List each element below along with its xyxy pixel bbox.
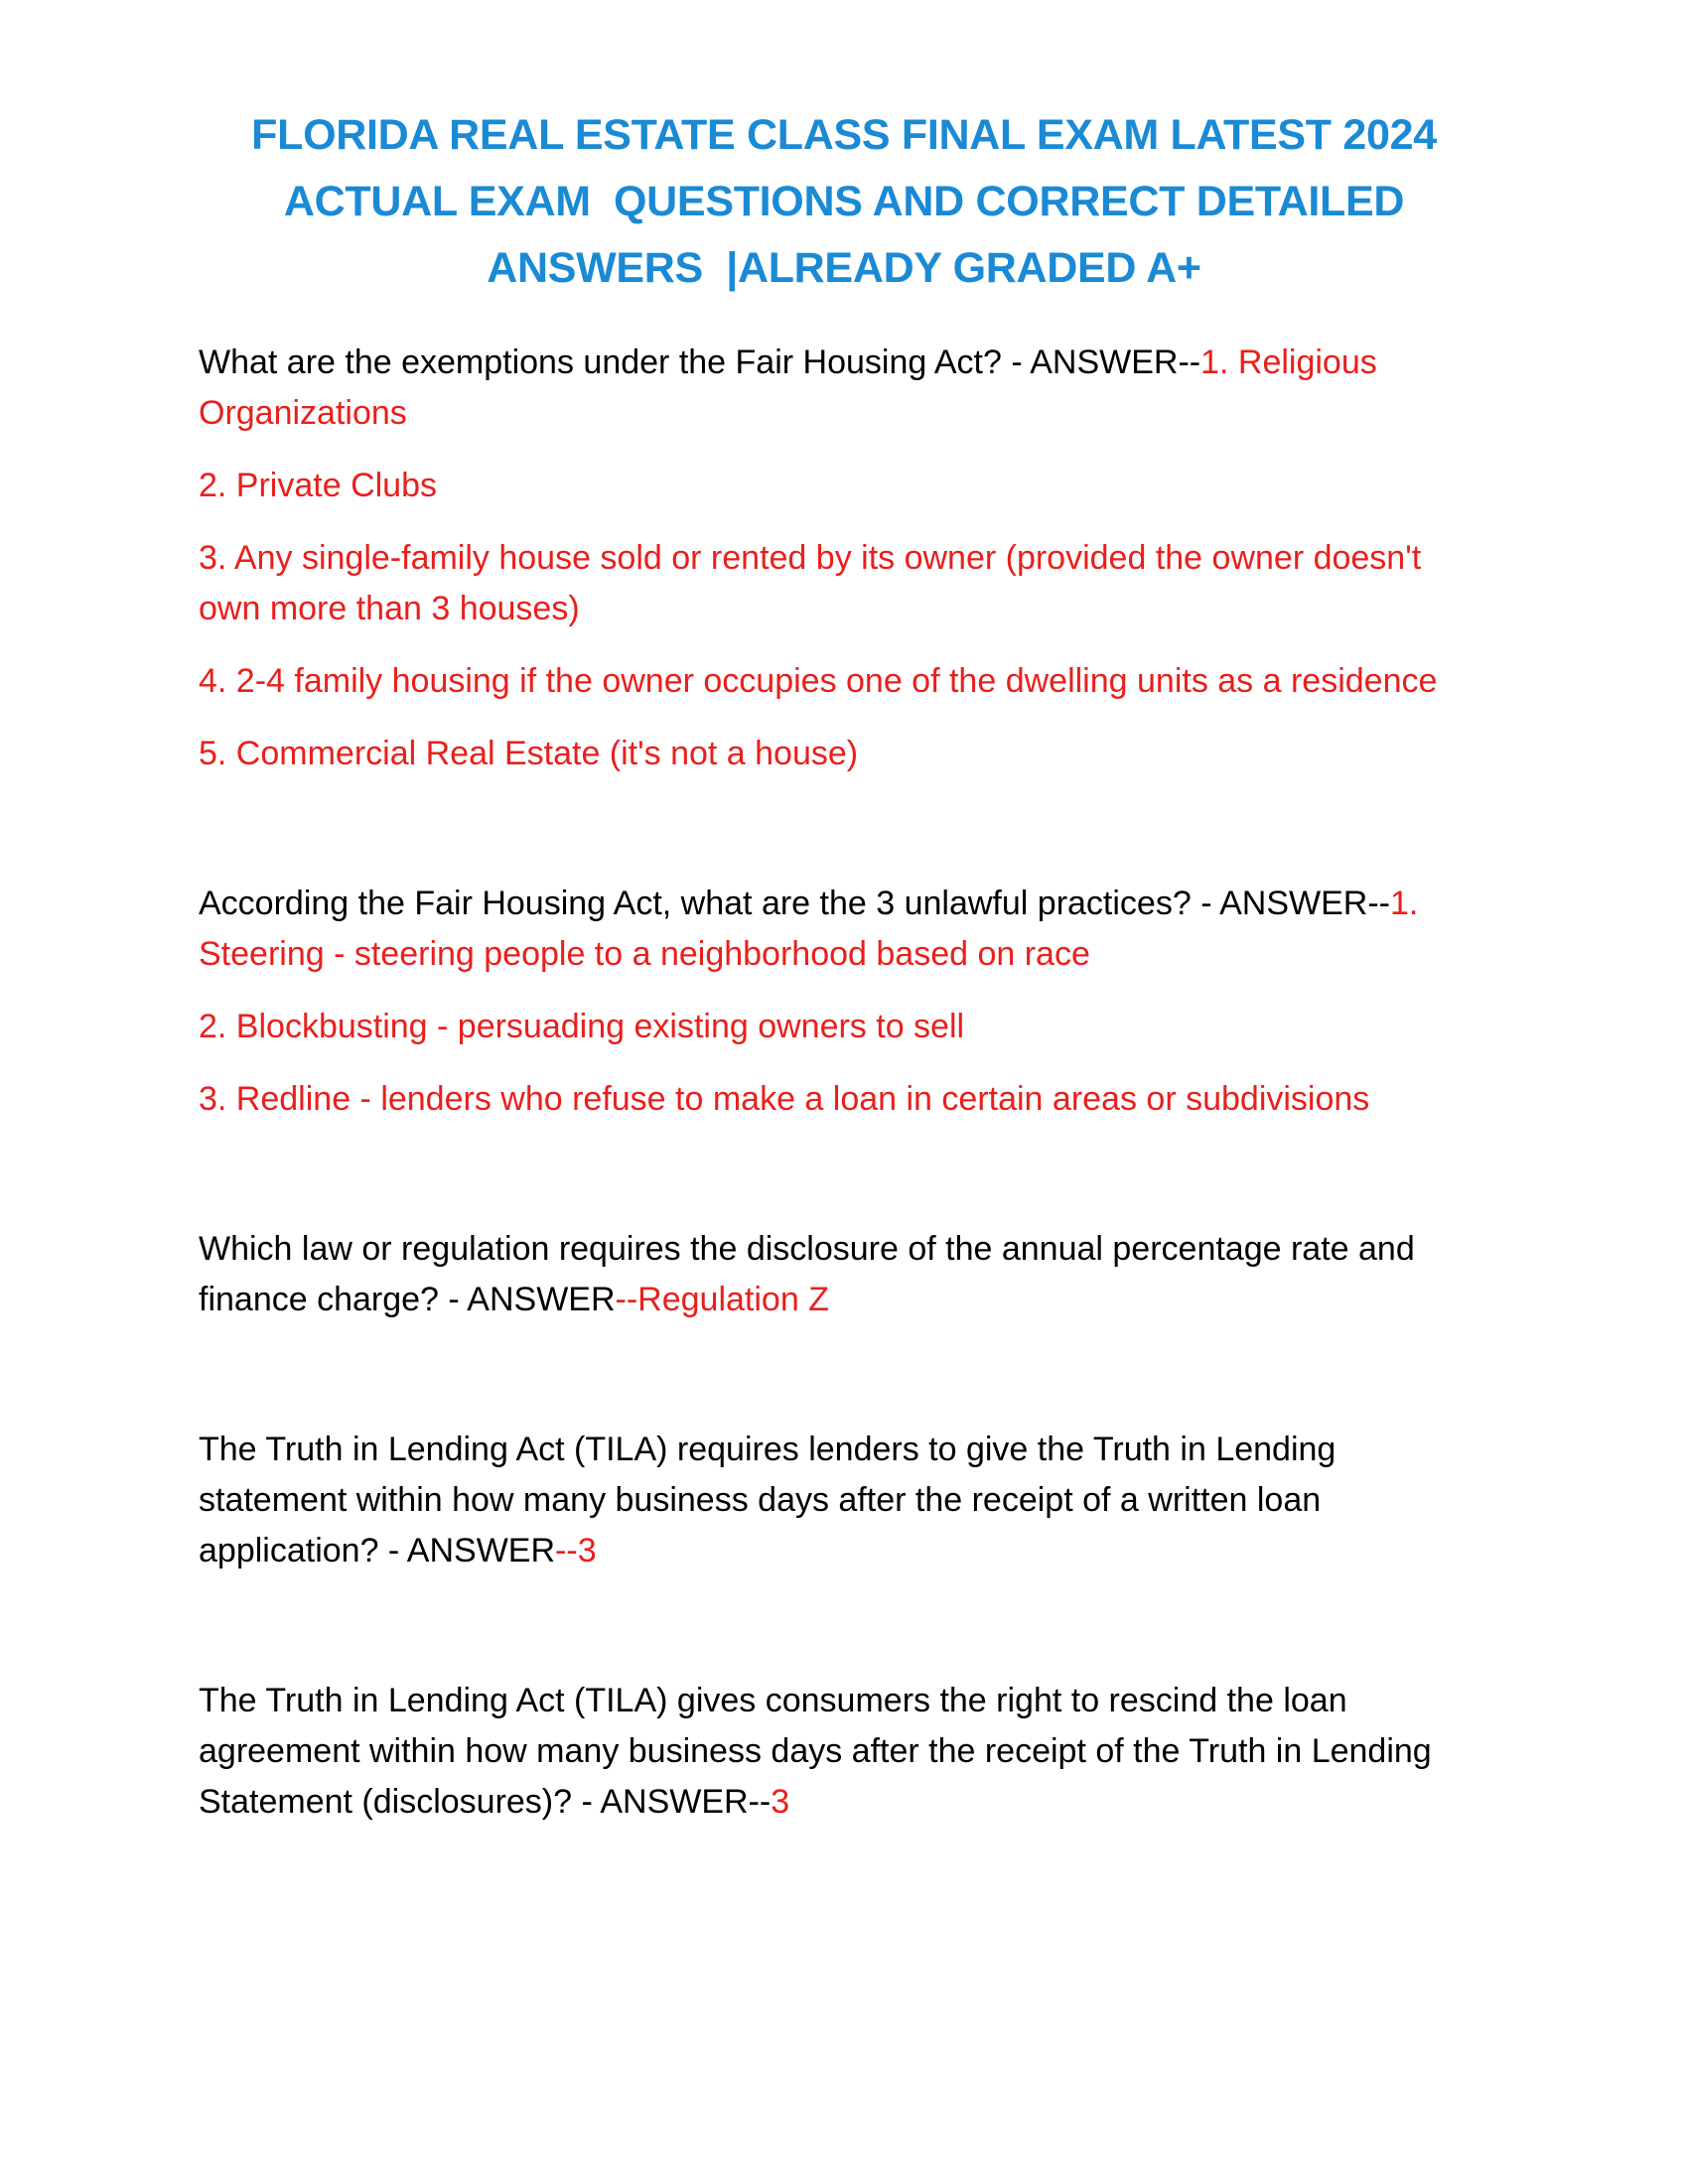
answer-text: 2. Blockbusting - persuading existing owners to sell [199,1008,965,1045]
qa-item [199,338,1489,779]
answer-text: --Regulation Z [615,1281,829,1318]
qa-item [199,1224,1489,1325]
question-text: What are the exemptions under the Fair Housing Act? - ANSWER-- [199,343,1201,381]
question-paragraph [199,1676,1489,1828]
qa-item [199,879,1489,1125]
question-text: The Truth in Lending Act (TILA) requires lenders to give the Truth in Lending statement within how many business days after the receipt of a written loan application? - ANSWER [199,1431,1336,1570]
section-spacer [199,1598,1489,1676]
title-line-2: ACTUAL EXAM QUESTIONS AND CORRECT DETAILED [283,178,1405,225]
qa-item [199,1425,1489,1576]
section-spacer [199,1347,1489,1425]
title-line-1: FLORIDA REAL ESTATE CLASS FINAL EXAM LATEST 2024 [251,111,1437,159]
question-text: According the Fair Housing Act, what are the 3 unlawful practices? - ANSWER-- [199,885,1390,922]
question-paragraph [199,338,1489,439]
answer-text: 3. Redline - lenders who refuse to make a loan in certain areas or subdivisions [199,1080,1370,1118]
answer-text: 4. 2-4 family housing if the owner occupies one of the dwelling units as a residence [199,662,1438,700]
question-paragraph [199,1425,1489,1576]
answer-text: 3 [771,1783,790,1821]
section-spacer [199,801,1489,879]
qa-list [199,338,1489,1828]
answer-text: 1. Steering - steering people to a neighborhood based on race [199,885,1419,973]
answer-text: 2. Private Clubs [199,467,437,504]
document-title [199,102,1489,302]
qa-item [199,1676,1489,1828]
question-paragraph [199,879,1489,980]
section-spacer [199,1147,1489,1224]
answer-text: --3 [555,1532,597,1570]
answer-text: 3. Any single-family house sold or rented by its owner (provided the owner doesn't own more than 3 houses) [199,539,1422,627]
question-paragraph [199,1224,1489,1325]
title-line-3: ANSWERS |ALREADY GRADED A+ [487,244,1201,292]
answer-text: 5. Commercial Real Estate (it's not a house) [199,735,859,772]
answer-text: 1. Religious Organizations [199,343,1377,432]
question-text: Which law or regulation requires the disclosure of the annual percentage rate and finance charge? - ANSWER [199,1230,1415,1318]
question-text: The Truth in Lending Act (TILA) gives consumers the right to rescind the loan agreement within how many business days after the receipt of the Truth in Lending Statement (disclosures)? - ANSWER-- [199,1682,1432,1821]
